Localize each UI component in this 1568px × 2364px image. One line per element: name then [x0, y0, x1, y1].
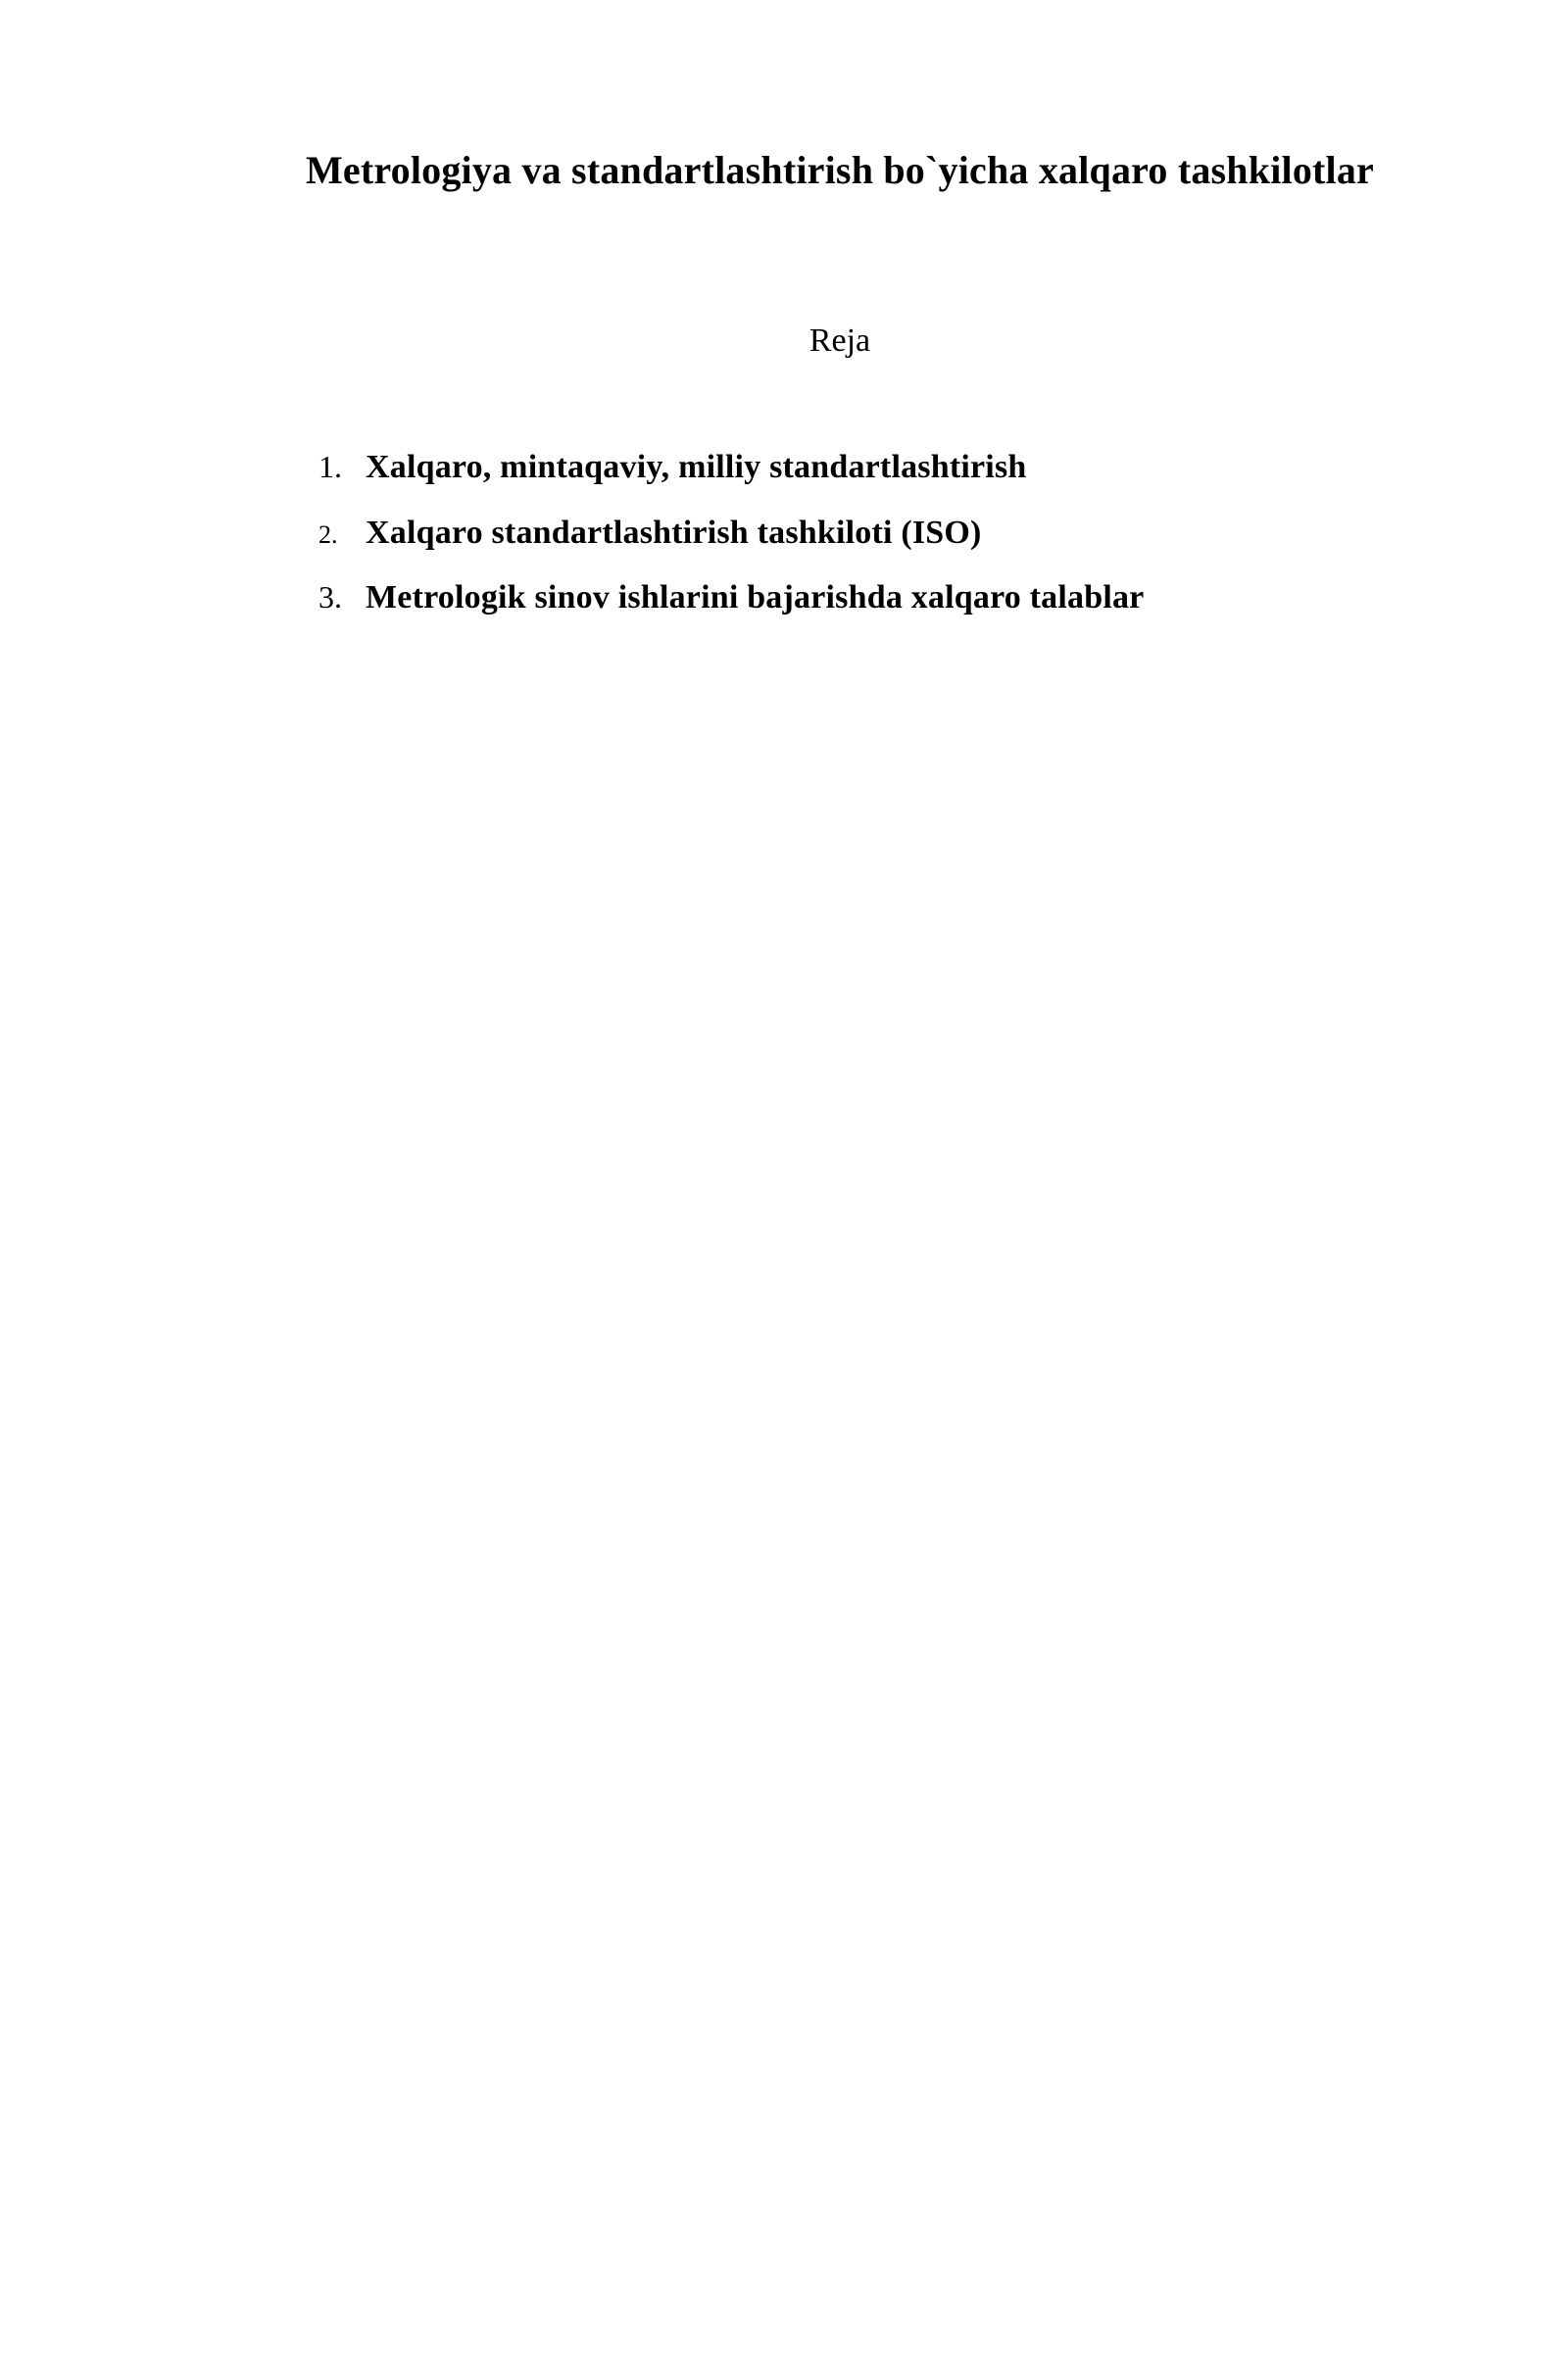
list-item-number: 2. [318, 519, 338, 549]
plan-heading: Reja [808, 322, 871, 359]
document-title: Metrologiya va standartlashtirish bo`yicha xalqaro tashkilotlar [305, 148, 1375, 192]
list-item-number: 3. [318, 579, 342, 616]
list-item-number: 1. [318, 448, 342, 484]
document-page [0, 147, 1568, 2364]
list-item-text: Xalqaro standartlashtirish tashkiloti (ISO) [366, 514, 982, 551]
list-item-text: Metrologik sinov ishlarini bajarishda xalqaro talablar [366, 579, 1145, 616]
list-item-text: Xalqaro, mintaqaviy, milliy standartlashtirish [366, 448, 1027, 485]
list-item [318, 514, 1456, 554]
list-item [318, 578, 1456, 618]
plan-list [223, 448, 1456, 618]
list-item [318, 448, 1456, 488]
